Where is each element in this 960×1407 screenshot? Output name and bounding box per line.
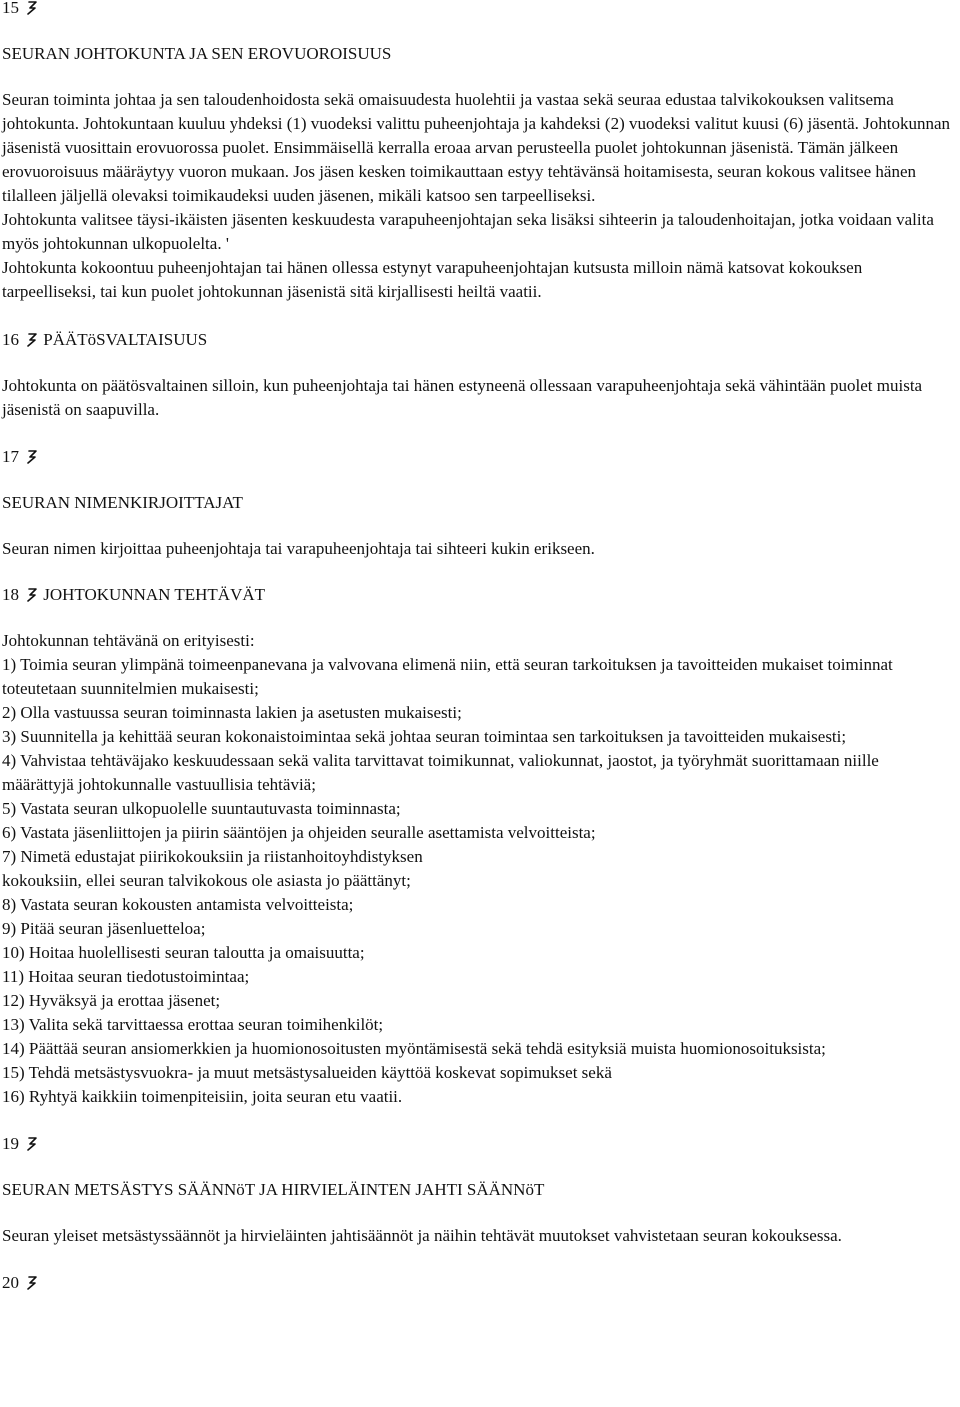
section-16-number: 16 <box>2 330 19 349</box>
section-19-number-line <box>2 1132 952 1156</box>
section-15-paragraph-2: Johtokunta valitsee täysi-ikäisten jäsenten keskuudesta varapuheenjohtajan seka lisäksi sihteerin ja taloudenhoitajan, jotka voidaan valita myös johtokunnan ulkopuolelta. ' <box>2 210 934 253</box>
list-item: 7) Nimetä edustajat piirikokouksiin ja riistanhoitoyhdistyksen <box>2 847 423 866</box>
section-19-title: SEURAN METSÄSTYS SÄÄNNöT JA HIRVIELÄINTEN JAHTI SÄÄNNöT <box>2 1180 545 1199</box>
section-sign-icon <box>25 448 39 464</box>
section-sign-icon <box>25 586 39 602</box>
section-18-number: 18 <box>2 585 19 604</box>
section-15-number: 15 <box>2 0 19 17</box>
list-item: 4) Vahvistaa tehtäväjako keskuudessaan sekä valita tarvittavat toimikunnat, valiokunnat, jaostot, ja työryhmät suorittamaan niille määrättyjä johtokunnalle vastuullisia tehtäviä; <box>2 751 879 794</box>
section-17-title: SEURAN NIMENKIRJOITTAJAT <box>2 493 243 512</box>
section-16-paragraph-1: Johtokunta on päätösvaltainen silloin, kun puheenjohtaja tai hänen estyneenä ollessaan varapuheenjohtaja sekä vähintään puolet muista jäsenistä on saapuvilla. <box>2 376 923 419</box>
section-15-paragraph-3: Johtokunta kokoontuu puheenjohtajan tai hänen ollessa estynyt varapuheenjohtajan kutsusta milloin nämä katsovat kokouksen tarpeelliseksi, tai kun puolet johtokunnan jäsenistä sitä kirjallisesti heiltä vaatii. <box>2 258 863 301</box>
section-16-title: PÄÄTöSVALTAISUUS <box>43 330 208 349</box>
section-sign-icon <box>25 1135 39 1151</box>
list-item: 13) Valita sekä tarvittaessa erottaa seuran toimihenkilöt; <box>2 1015 384 1034</box>
list-item: 9) Pitää seuran jäsenluetteloa; <box>2 919 206 938</box>
section-18-intro: Johtokunnan tehtävänä on erityisesti: <box>2 631 255 650</box>
section-17-number: 17 <box>2 447 19 466</box>
section-20-number-line <box>2 1271 952 1295</box>
section-sign-icon <box>25 1274 39 1290</box>
section-sign-icon <box>25 331 39 347</box>
document-page <box>2 0 952 1295</box>
list-item: 3) Suunnitella ja kehittää seuran kokonaistoimintaa sekä johtaa seuran toimintaa sen tarkoituksen ja tavoitteiden mukaisesti; <box>2 727 847 746</box>
section-19-number: 19 <box>2 1134 19 1153</box>
section-18-heading <box>2 583 952 607</box>
list-item: 12) Hyväksyä ja erottaa jäsenet; <box>2 991 221 1010</box>
list-item: 5) Vastata seuran ulkopuolelle suuntautuvasta toiminnasta; <box>2 799 401 818</box>
list-item: 2) Olla vastuussa seuran toiminnasta lakien ja asetusten mukaisesti; <box>2 703 462 722</box>
section-18-title: JOHTOKUNNAN TEHTÄVÄT <box>43 585 266 604</box>
section-17-paragraph-1: Seuran nimen kirjoittaa puheenjohtaja tai varapuheenjohtaja tai sihteeri kukin erikseen. <box>2 539 595 558</box>
list-item: 10) Hoitaa huolellisesti seuran taloutta ja omaisuutta; <box>2 943 365 962</box>
list-item: 8) Vastata seuran kokousten antamista velvoitteista; <box>2 895 354 914</box>
list-item: 6) Vastata jäsenliittojen ja piirin sääntöjen ja ohjeiden seuralle asettamista velvoitteista; <box>2 823 596 842</box>
section-16-heading <box>2 328 952 352</box>
section-17-number-line <box>2 445 952 469</box>
section-15-number-line <box>2 0 952 20</box>
section-19-paragraph-1: Seuran yleiset metsästyssäännöt ja hirvieläinten jahtisäännöt ja näihin tehtävät muutokset vahvistetaan seuran kokouksessa. <box>2 1226 842 1245</box>
list-item: kokouksiin, ellei seuran talvikokous ole asiasta jo päättänyt; <box>2 871 411 890</box>
section-sign-icon <box>25 0 39 15</box>
list-item: 15) Tehdä metsästysvuokra- ja muut metsästysalueiden käyttöä koskevat sopimukset sekä <box>2 1063 612 1082</box>
list-item: 16) Ryhtyä kaikkiin toimenpiteisiin, joita seuran etu vaatii. <box>2 1087 403 1106</box>
section-15-paragraph-1: Seuran toiminta johtaa ja sen taloudenhoidosta sekä omaisuudesta huolehtii ja vastaa sekä seuraa edustaa talvikokouksen valitsema johtokunta. Johtokuntaan kuuluu yhdeksi (1) vuodeksi valittu puheenjohtaja ja kahdeksi (2) vuodeksi valitut kuusi (6) jäsentä. Johtokunnan jäsenistä vuosittain erovuorossa puolet. Ensimmäisellä kerralla eroaa arvan perusteella puolet johtokunnan jäsenistä. Tämän jälkeen erovuoroisuus määräytyy vuoron mukaan. Jos jäsen kesken toimikauttaan estyy tehtävänsä hoitamisesta, seuran kokous valitsee hänen tilalleen jäljellä olevaksi toimikaudeksi uuden jäsenen, mikäli katsoo sen tarpeelliseksi. <box>2 90 951 205</box>
section-20-number: 20 <box>2 1273 19 1292</box>
list-item: 14) Päättää seuran ansiomerkkien ja huomionosoitusten myöntämisestä sekä tehdä esityksiä muista huomionosoituksista; <box>2 1039 826 1058</box>
list-item: 11) Hoitaa seuran tiedotustoimintaa; <box>2 967 250 986</box>
section-15-title: SEURAN JOHTOKUNTA JA SEN EROVUOROISUUS <box>2 44 392 63</box>
list-item: 1) Toimia seuran ylimpänä toimeenpanevana ja valvovana elimenä niin, että seuran tarkoituksen ja tavoitteiden mukaiset toiminnat toteutetaan suunnitelmien mukaisesti; <box>2 655 893 698</box>
